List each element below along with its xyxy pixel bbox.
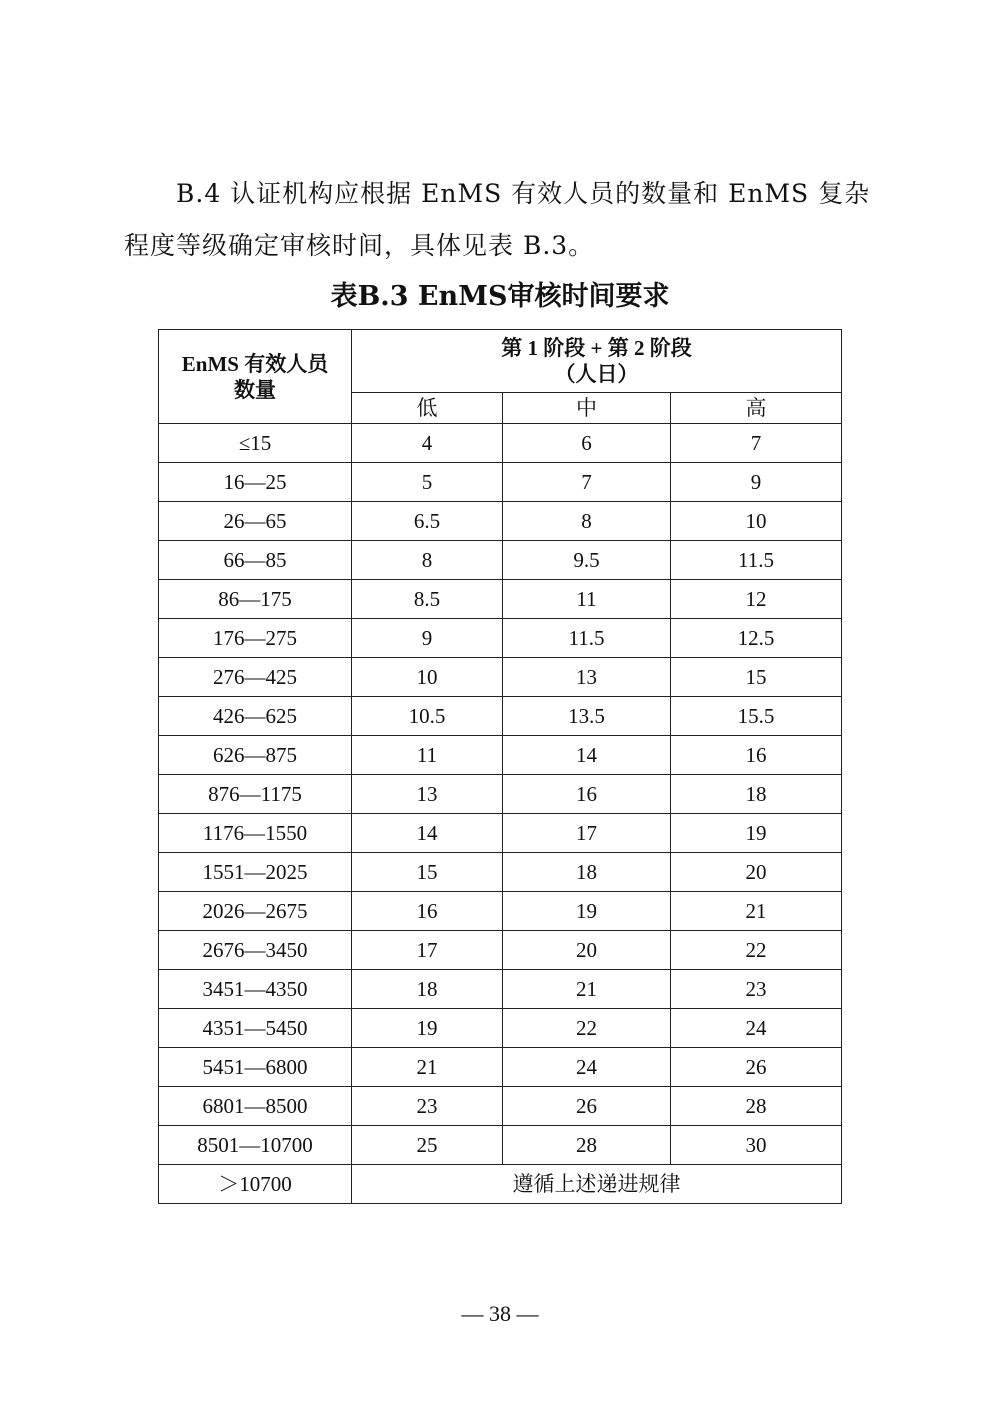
table-row (159, 1048, 842, 1087)
cell-low: 19 (352, 1009, 503, 1048)
cell-low: 10.5 (352, 697, 503, 736)
cell-personnel-range: 876—1175 (159, 775, 352, 814)
cell-high: 16 (671, 736, 842, 775)
cell-low: 18 (352, 970, 503, 1009)
table-row (159, 931, 842, 970)
table-row (159, 970, 842, 1009)
cell-personnel-range: ≤15 (159, 424, 352, 463)
cell-medium: 11.5 (503, 619, 671, 658)
cell-note: 遵循上述递进规律 (352, 1165, 842, 1204)
cell-personnel-range: 4351—5450 (159, 1009, 352, 1048)
header-effective-personnel-line2: 数量 (234, 377, 276, 402)
cell-high: 26 (671, 1048, 842, 1087)
cell-high: 21 (671, 892, 842, 931)
cell-high: 23 (671, 970, 842, 1009)
cell-medium: 22 (503, 1009, 671, 1048)
cell-personnel-range: 86—175 (159, 580, 352, 619)
cell-high: 20 (671, 853, 842, 892)
cell-high: 7 (671, 424, 842, 463)
table-row (159, 775, 842, 814)
cell-medium: 28 (503, 1126, 671, 1165)
cell-personnel-range: 1176—1550 (159, 814, 352, 853)
header-level-low: 低 (352, 393, 503, 424)
cell-personnel-range: 5451—6800 (159, 1048, 352, 1087)
cell-high: 19 (671, 814, 842, 853)
cell-medium: 19 (503, 892, 671, 931)
cell-medium: 16 (503, 775, 671, 814)
cell-personnel-range: 66—85 (159, 541, 352, 580)
cell-low: 17 (352, 931, 503, 970)
cell-high: 15 (671, 658, 842, 697)
cell-medium: 6 (503, 424, 671, 463)
cell-personnel-range: 8501—10700 (159, 1126, 352, 1165)
table-row (159, 580, 842, 619)
table-row (159, 502, 842, 541)
cell-high: 11.5 (671, 541, 842, 580)
cell-medium: 24 (503, 1048, 671, 1087)
cell-medium: 20 (503, 931, 671, 970)
cell-medium: 8 (503, 502, 671, 541)
cell-low: 5 (352, 463, 503, 502)
cell-low: 6.5 (352, 502, 503, 541)
cell-personnel-range: 626—875 (159, 736, 352, 775)
table-row (159, 892, 842, 931)
cell-personnel-range: 3451—4350 (159, 970, 352, 1009)
table-row (159, 697, 842, 736)
cell-personnel-range: 176—275 (159, 619, 352, 658)
cell-high: 28 (671, 1087, 842, 1126)
cell-low: 11 (352, 736, 503, 775)
cell-high: 30 (671, 1126, 842, 1165)
table-row (159, 736, 842, 775)
table-row (159, 658, 842, 697)
page-number: — 38 — (461, 1301, 539, 1326)
cell-medium: 17 (503, 814, 671, 853)
cell-personnel-range: 16—25 (159, 463, 352, 502)
cell-high: 9 (671, 463, 842, 502)
cell-high: 12.5 (671, 619, 842, 658)
cell-low: 9 (352, 619, 503, 658)
header-level-high: 高 (671, 393, 842, 424)
cell-low: 8 (352, 541, 503, 580)
table-row (159, 1087, 842, 1126)
cell-high: 18 (671, 775, 842, 814)
cell-high: 15.5 (671, 697, 842, 736)
header-stage-group (352, 330, 842, 393)
table-title: 表B.3 EnMS审核时间要求 (330, 281, 670, 312)
cell-high: 10 (671, 502, 842, 541)
cell-medium: 13.5 (503, 697, 671, 736)
table-row (159, 814, 842, 853)
cell-personnel-range: 426—625 (159, 697, 352, 736)
cell-medium: 26 (503, 1087, 671, 1126)
table-row (159, 541, 842, 580)
cell-low: 21 (352, 1048, 503, 1087)
table-row-last (159, 1165, 842, 1204)
header-stage-line2: （人日） (554, 362, 639, 386)
cell-personnel-range: 2676—3450 (159, 931, 352, 970)
cell-high: 24 (671, 1009, 842, 1048)
body-paragraph: B.4 认证机构应根据 EnMS 有效人员的数量和 EnMS 复杂程度等级确定审核时间，具体见表 B.3。 (124, 179, 871, 260)
cell-medium: 11 (503, 580, 671, 619)
table-row (159, 1009, 842, 1048)
cell-medium: 21 (503, 970, 671, 1009)
cell-low: 13 (352, 775, 503, 814)
cell-personnel-range: 1551—2025 (159, 853, 352, 892)
table-row (159, 619, 842, 658)
cell-personnel-range: 26—65 (159, 502, 352, 541)
table-row (159, 424, 842, 463)
cell-medium: 14 (503, 736, 671, 775)
cell-personnel-range: ＞10700 (159, 1165, 352, 1204)
cell-low: 4 (352, 424, 503, 463)
cell-low: 16 (352, 892, 503, 931)
cell-personnel-range: 6801—8500 (159, 1087, 352, 1126)
cell-low: 25 (352, 1126, 503, 1165)
cell-high: 12 (671, 580, 842, 619)
header-level-medium: 中 (503, 393, 671, 424)
cell-low: 14 (352, 814, 503, 853)
table-row (159, 1126, 842, 1165)
cell-low: 15 (352, 853, 503, 892)
header-effective-personnel-line1: EnMS 有效人员 (181, 351, 329, 376)
table-row (159, 463, 842, 502)
cell-low: 10 (352, 658, 503, 697)
header-effective-personnel (159, 330, 352, 424)
cell-low: 23 (352, 1087, 503, 1126)
cell-personnel-range: 2026—2675 (159, 892, 352, 931)
cell-medium: 18 (503, 853, 671, 892)
cell-personnel-range: 276—425 (159, 658, 352, 697)
header-stage-line1: 第 1 阶段 + 第 2 阶段 (501, 336, 692, 360)
audit-time-table (158, 329, 842, 1204)
cell-medium: 9.5 (503, 541, 671, 580)
cell-high: 22 (671, 931, 842, 970)
cell-low: 8.5 (352, 580, 503, 619)
cell-medium: 7 (503, 463, 671, 502)
cell-medium: 13 (503, 658, 671, 697)
table-row (159, 853, 842, 892)
